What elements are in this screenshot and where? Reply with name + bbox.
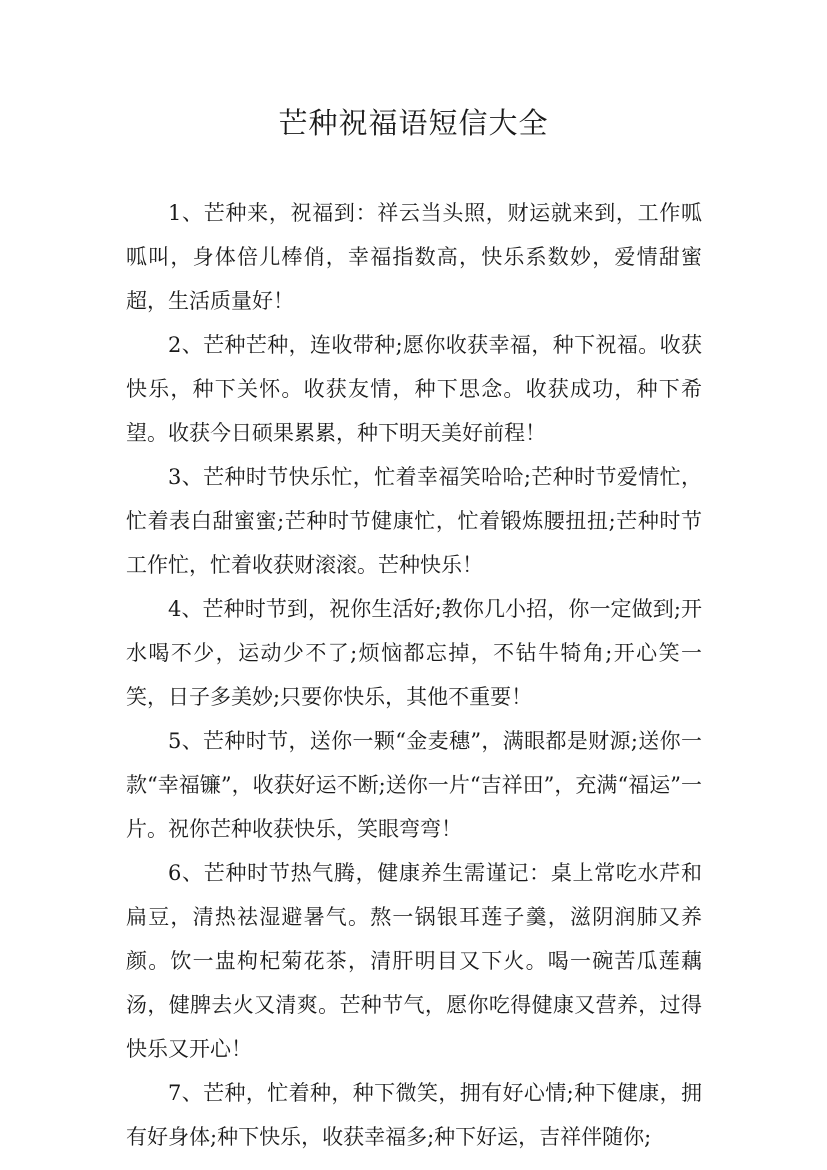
paragraph-6: 6、芒种时节热气腾，健康养生需谨记：桌上常吃水芹和扁豆，清热祛湿避暑气。熬一锅银耳莲子羹，滋阴润肺又养颜。饮一盅枸杞菊花茶，清肝明目又下火。喝一碗苦瓜莲藕汤，健脾去火又清爽。芒种节气，愿你吃得健康又营养，过得快乐又开心！ bbox=[126, 861, 702, 1061]
paragraph-5: 5、芒种时节，送你一颗“金麦穗”，满眼都是财源;送你一款“幸福镰”，收获好运不断;送你一片“吉祥田”，充满“福运”一片。祝你芒种收获快乐，笑眼弯弯！ bbox=[126, 729, 702, 841]
paragraph-7: 7、芒种，忙着种，种下微笑，拥有好心情;种下健康，拥有好身体;种下快乐，收获幸福多;种下好运，吉祥伴随你; bbox=[126, 1081, 702, 1149]
document-title: 芒种祝福语短信大全 bbox=[278, 106, 549, 140]
document-body bbox=[126, 191, 702, 1159]
paragraph-2: 2、芒种芒种，连收带种;愿你收获幸福，种下祝福。收获快乐，种下关怀。收获友情，种下思念。收获成功，种下希望。收获今日硕果累累，种下明天美好前程！ bbox=[126, 333, 702, 445]
paragraph-4: 4、芒种时节到，祝你生活好;教你几小招，你一定做到;开水喝不少，运动少不了;烦恼都忘掉，不钻牛犄角;开心笑一笑，日子多美妙;只要你快乐，其他不重要！ bbox=[126, 597, 702, 709]
paragraph-1: 1、芒种来，祝福到：祥云当头照，财运就来到，工作呱呱叫，身体倍儿棒俏，幸福指数高，快乐系数妙，爱情甜蜜超，生活质量好！ bbox=[126, 201, 702, 313]
paragraph-3: 3、芒种时节快乐忙，忙着幸福笑哈哈;芒种时节爱情忙，忙着表白甜蜜蜜;芒种时节健康忙，忙着锻炼腰扭扭;芒种时节工作忙，忙着收获财滚滚。芒种快乐！ bbox=[126, 465, 702, 577]
